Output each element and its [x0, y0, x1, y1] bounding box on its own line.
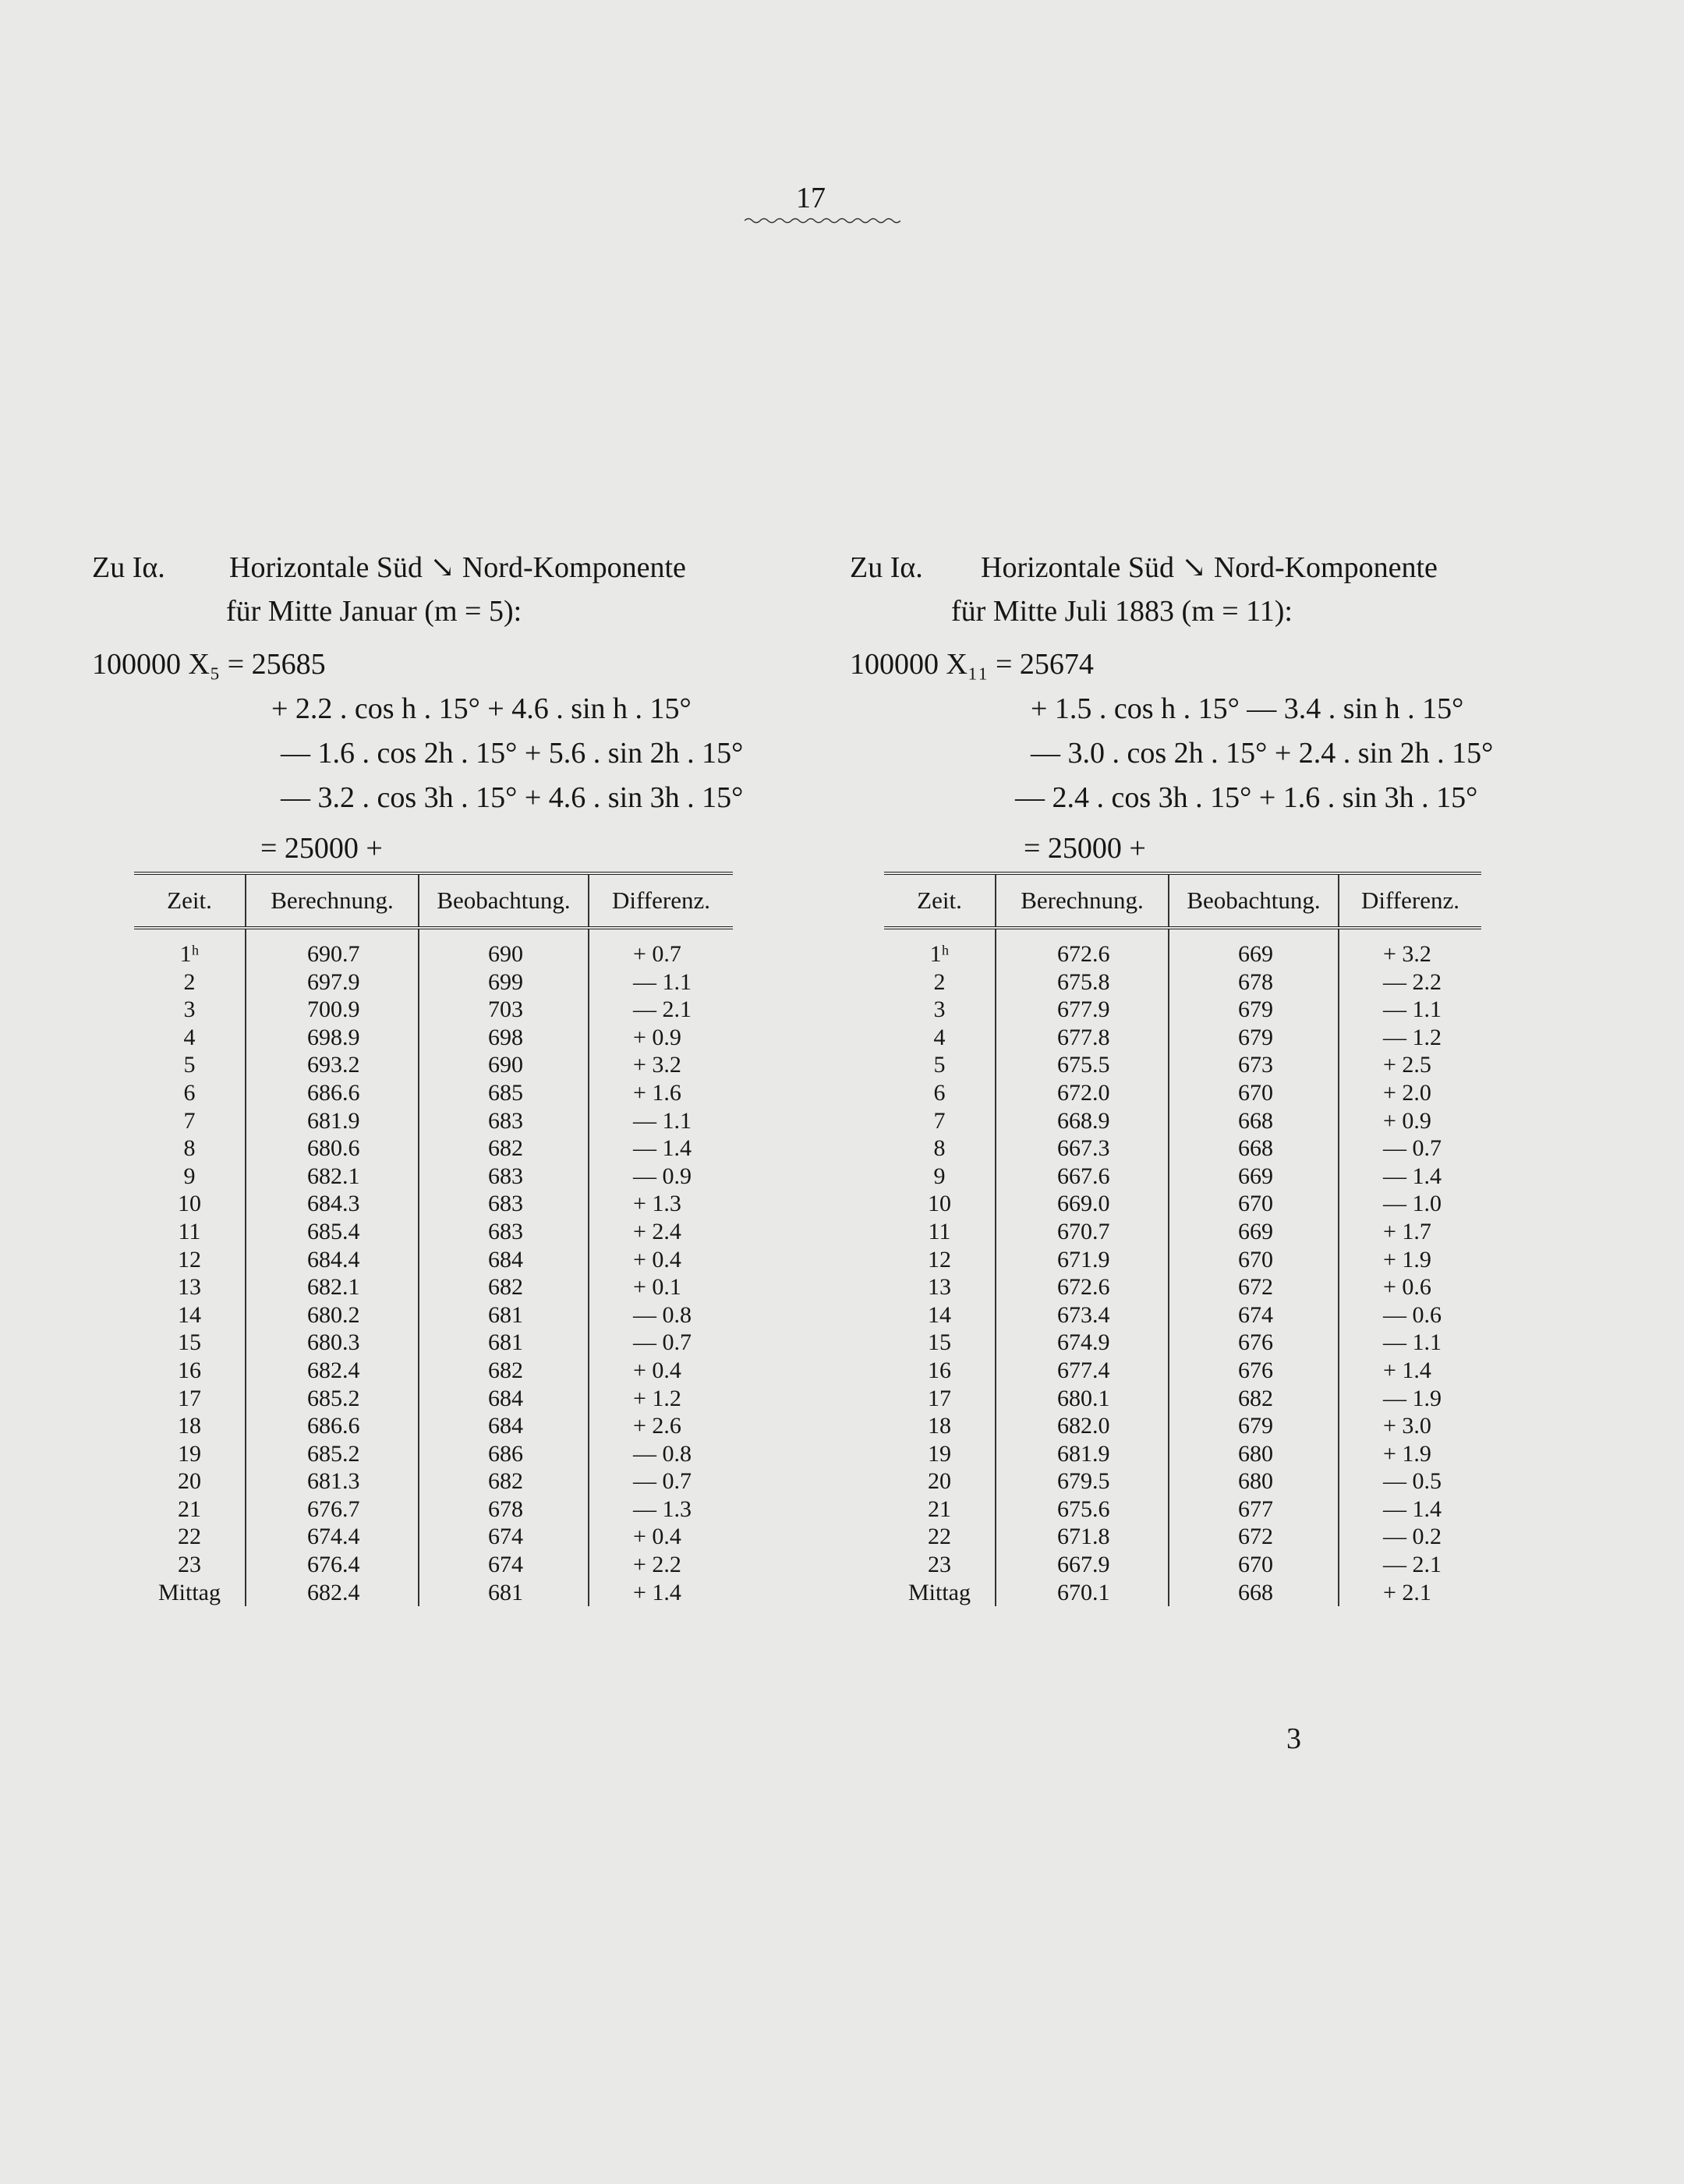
table-row [884, 1496, 1481, 1524]
left-formula-line-1: 100000 X₅ = 25685 [92, 648, 326, 681]
table-row [134, 1163, 733, 1191]
cell-differenz: — 1.1 [1339, 996, 1481, 1024]
cell-differenz: + 2.0 [1339, 1079, 1481, 1107]
cell-beobachtung: 683 [419, 1218, 589, 1246]
cell-berechnung: 682.1 [246, 1163, 419, 1191]
cell-beobachtung: 669 [1169, 1163, 1339, 1191]
cell-differenz: + 1.7 [1339, 1218, 1481, 1246]
cell-beobachtung: 668 [1169, 1107, 1339, 1135]
left-formula [92, 642, 778, 865]
table-row [884, 1385, 1481, 1413]
cell-berechnung: 685.2 [246, 1440, 419, 1468]
cell-beobachtung: 679 [1169, 996, 1339, 1024]
cell-zeit: 19 [178, 1440, 201, 1467]
cell-zeit: 17 [178, 1385, 201, 1411]
cell-beobachtung: 681 [419, 1579, 589, 1607]
cell-beobachtung: 680 [1169, 1467, 1339, 1496]
cell-differenz: — 2.2 [1339, 968, 1481, 996]
right-header-differenz: Differenz. [1339, 873, 1481, 928]
cell-zeit: 1ʰ [929, 941, 950, 967]
left-header-beobachtung: Beobachtung. [419, 873, 589, 928]
table-row [884, 1218, 1481, 1246]
cell-beobachtung: 686 [419, 1440, 589, 1468]
right-section [850, 546, 1528, 1605]
cell-berechnung: 675.8 [996, 968, 1169, 996]
table-row [134, 1551, 733, 1579]
cell-zeit: 7 [183, 1107, 196, 1134]
cell-berechnung: 679.5 [996, 1467, 1169, 1496]
cell-berechnung: 677.8 [996, 1024, 1169, 1052]
left-heading-title: Horizontale Süd ↘ Nord-Komponente [229, 551, 686, 584]
left-formula-line-2: + 2.2 . cos h . 15° + 4.6 . sin h . 15° [271, 692, 692, 725]
cell-beobachtung: 679 [1169, 1024, 1339, 1052]
cell-differenz: — 1.4 [1339, 1496, 1481, 1524]
decorative-wavy-rule [745, 217, 900, 225]
cell-berechnung: 672.6 [996, 928, 1169, 968]
cell-berechnung: 686.6 [246, 1079, 419, 1107]
right-heading-subtitle: für Mitte Juli 1883 (m = 11): [951, 595, 1293, 628]
table-row [884, 1163, 1481, 1191]
cell-differenz: — 0.8 [589, 1301, 733, 1329]
left-heading [92, 546, 778, 633]
table-row [884, 1134, 1481, 1163]
cell-differenz: + 1.4 [589, 1579, 733, 1607]
cell-berechnung: 682.4 [246, 1357, 419, 1385]
table-row [134, 1412, 733, 1440]
cell-zeit: 20 [178, 1468, 201, 1495]
cell-zeit: 15 [928, 1329, 951, 1356]
table-row [134, 1273, 733, 1301]
table-row [134, 1357, 733, 1385]
cell-berechnung: 700.9 [246, 996, 419, 1024]
table-row [134, 1467, 733, 1496]
cell-zeit: 21 [178, 1496, 201, 1522]
table-row [884, 1051, 1481, 1079]
table-row [134, 968, 733, 996]
cell-beobachtung: 672 [1169, 1273, 1339, 1301]
cell-berechnung: 667.3 [996, 1134, 1169, 1163]
table-row [884, 1467, 1481, 1496]
cell-differenz: + 0.4 [589, 1523, 733, 1551]
cell-zeit: 15 [178, 1329, 201, 1356]
right-heading-prefix: Zu Iα. [850, 551, 923, 584]
cell-zeit: 22 [928, 1524, 951, 1550]
cell-berechnung: 675.5 [996, 1051, 1169, 1079]
cell-differenz: + 0.6 [1339, 1273, 1481, 1301]
cell-zeit: 9 [183, 1163, 196, 1189]
table-row [134, 1190, 733, 1218]
left-heading-prefix: Zu Iα. [92, 551, 165, 584]
table-row [134, 996, 733, 1024]
cell-differenz: + 1.9 [1339, 1246, 1481, 1274]
cell-differenz: — 1.2 [1339, 1024, 1481, 1052]
cell-beobachtung: 682 [419, 1134, 589, 1163]
cell-zeit: 2 [183, 968, 196, 995]
cell-zeit: 10 [928, 1191, 951, 1217]
cell-zeit: 22 [178, 1524, 201, 1550]
cell-beobachtung: 670 [1169, 1551, 1339, 1579]
cell-zeit: 3 [183, 996, 196, 1023]
cell-zeit: 13 [928, 1274, 951, 1301]
cell-zeit: 16 [928, 1357, 951, 1383]
right-heading [850, 546, 1528, 633]
cell-beobachtung: 679 [1169, 1412, 1339, 1440]
cell-zeit: 2 [933, 968, 946, 995]
cell-berechnung: 697.9 [246, 968, 419, 996]
cell-beobachtung: 684 [419, 1246, 589, 1274]
cell-zeit: 23 [928, 1552, 951, 1578]
cell-berechnung: 672.6 [996, 1273, 1169, 1301]
cell-zeit: 21 [928, 1496, 951, 1522]
cell-differenz: + 0.7 [589, 928, 733, 968]
cell-beobachtung: 674 [419, 1551, 589, 1579]
cell-beobachtung: 678 [419, 1496, 589, 1524]
table-row [884, 1024, 1481, 1052]
right-header-beobachtung: Beobachtung. [1169, 873, 1339, 928]
cell-differenz: + 0.4 [589, 1357, 733, 1385]
cell-beobachtung: 683 [419, 1163, 589, 1191]
cell-beobachtung: 677 [1169, 1496, 1339, 1524]
cell-beobachtung: 669 [1169, 1218, 1339, 1246]
cell-berechnung: 671.9 [996, 1246, 1169, 1274]
table-row [884, 1440, 1481, 1468]
right-formula [850, 642, 1528, 865]
table-row [884, 1412, 1481, 1440]
cell-differenz: — 1.9 [1339, 1385, 1481, 1413]
cell-zeit: 4 [183, 1024, 196, 1050]
cell-berechnung: 680.6 [246, 1134, 419, 1163]
cell-beobachtung: 670 [1169, 1079, 1339, 1107]
right-formula-line-1: 100000 X₁₁ = 25674 [850, 648, 1094, 681]
cell-berechnung: 671.8 [996, 1523, 1169, 1551]
cell-differenz: — 0.7 [1339, 1134, 1481, 1163]
left-data-table [134, 872, 733, 1606]
table-row [884, 1301, 1481, 1329]
cell-differenz: + 0.1 [589, 1273, 733, 1301]
cell-zeit: Mittag [908, 1579, 971, 1605]
cell-zeit: 16 [178, 1357, 201, 1383]
cell-zeit: 14 [178, 1301, 201, 1328]
table-row [884, 1107, 1481, 1135]
right-formula-line-4: — 2.4 . cos 3h . 15° + 1.6 . sin 3h . 15° [1015, 781, 1478, 814]
cell-berechnung: 670.1 [996, 1579, 1169, 1607]
cell-zeit: 18 [928, 1413, 951, 1439]
cell-berechnung: 680.2 [246, 1301, 419, 1329]
cell-differenz: — 2.1 [589, 996, 733, 1024]
cell-beobachtung: 699 [419, 968, 589, 996]
cell-berechnung: 673.4 [996, 1301, 1169, 1329]
cell-berechnung: 669.0 [996, 1190, 1169, 1218]
table-row [884, 1523, 1481, 1551]
right-formula-line-5: = 25000 + [1024, 832, 1146, 865]
cell-differenz: + 3.2 [1339, 928, 1481, 968]
cell-berechnung: 677.4 [996, 1357, 1169, 1385]
cell-berechnung: 674.9 [996, 1329, 1169, 1357]
cell-differenz: + 2.5 [1339, 1051, 1481, 1079]
cell-beobachtung: 684 [419, 1385, 589, 1413]
cell-zeit: 8 [183, 1135, 196, 1162]
cell-beobachtung: 690 [419, 1051, 589, 1079]
table-row [134, 1301, 733, 1329]
cell-berechnung: 675.6 [996, 1496, 1169, 1524]
cell-differenz: — 0.5 [1339, 1467, 1481, 1496]
cell-berechnung: 690.7 [246, 928, 419, 968]
cell-berechnung: 667.6 [996, 1163, 1169, 1191]
left-header-zeit: Zeit. [134, 873, 246, 928]
cell-differenz: + 0.9 [589, 1024, 733, 1052]
cell-beobachtung: 680 [1169, 1440, 1339, 1468]
cell-zeit: 9 [933, 1163, 946, 1189]
cell-berechnung: 682.1 [246, 1273, 419, 1301]
cell-differenz: — 1.1 [589, 1107, 733, 1135]
cell-differenz: + 0.9 [1339, 1107, 1481, 1135]
cell-beobachtung: 668 [1169, 1134, 1339, 1163]
cell-berechnung: 682.0 [996, 1412, 1169, 1440]
cell-differenz: — 0.9 [589, 1163, 733, 1191]
cell-berechnung: 685.4 [246, 1218, 419, 1246]
cell-zeit: 5 [183, 1052, 196, 1078]
cell-beobachtung: 670 [1169, 1246, 1339, 1274]
cell-beobachtung: 682 [419, 1273, 589, 1301]
cell-berechnung: 681.3 [246, 1467, 419, 1496]
cell-zeit: 1ʰ [179, 941, 200, 967]
cell-zeit: 5 [933, 1052, 946, 1078]
cell-beobachtung: 668 [1169, 1579, 1339, 1607]
table-row [134, 1329, 733, 1357]
cell-beobachtung: 682 [419, 1357, 589, 1385]
cell-berechnung: 698.9 [246, 1024, 419, 1052]
cell-beobachtung: 678 [1169, 968, 1339, 996]
table-row [134, 1079, 733, 1107]
right-header-zeit: Zeit. [884, 873, 996, 928]
cell-zeit: 23 [178, 1552, 201, 1578]
table-row [134, 1440, 733, 1468]
table-row [884, 1329, 1481, 1357]
table-row [134, 1134, 733, 1163]
cell-berechnung: 670.7 [996, 1218, 1169, 1246]
table-row [884, 1190, 1481, 1218]
cell-differenz: — 1.3 [589, 1496, 733, 1524]
cell-beobachtung: 683 [419, 1190, 589, 1218]
table-row [884, 1579, 1481, 1607]
table-row [134, 1246, 733, 1274]
table-row [134, 1496, 733, 1524]
right-formula-line-2: + 1.5 . cos h . 15° — 3.4 . sin h . 15° [1031, 692, 1464, 725]
cell-zeit: 6 [933, 1079, 946, 1106]
cell-differenz: — 1.0 [1339, 1190, 1481, 1218]
cell-zeit: 12 [928, 1246, 951, 1273]
cell-beobachtung: 674 [419, 1523, 589, 1551]
cell-differenz: — 0.2 [1339, 1523, 1481, 1551]
table-row [884, 928, 1481, 968]
table-row [134, 1107, 733, 1135]
cell-differenz: + 0.4 [589, 1246, 733, 1274]
cell-berechnung: 680.1 [996, 1385, 1169, 1413]
cell-zeit: 7 [933, 1107, 946, 1134]
cell-beobachtung: 676 [1169, 1329, 1339, 1357]
cell-berechnung: 677.9 [996, 996, 1169, 1024]
cell-beobachtung: 698 [419, 1024, 589, 1052]
cell-berechnung: 680.3 [246, 1329, 419, 1357]
cell-beobachtung: 682 [419, 1467, 589, 1496]
cell-berechnung: 676.7 [246, 1496, 419, 1524]
cell-differenz: — 1.4 [1339, 1163, 1481, 1191]
cell-differenz: + 3.0 [1339, 1412, 1481, 1440]
cell-differenz: — 1.4 [589, 1134, 733, 1163]
cell-berechnung: 684.3 [246, 1190, 419, 1218]
cell-differenz: — 2.1 [1339, 1551, 1481, 1579]
cell-zeit: 12 [178, 1246, 201, 1273]
cell-beobachtung: 703 [419, 996, 589, 1024]
cell-differenz: — 1.1 [589, 968, 733, 996]
cell-differenz: + 1.3 [589, 1190, 733, 1218]
cell-zeit: Mittag [158, 1579, 221, 1605]
left-header-differenz: Differenz. [589, 873, 733, 928]
page-number: 17 [796, 182, 826, 214]
left-formula-line-5: = 25000 + [260, 832, 383, 865]
cell-berechnung: 667.9 [996, 1551, 1169, 1579]
cell-beobachtung: 683 [419, 1107, 589, 1135]
table-row [134, 1024, 733, 1052]
cell-berechnung: 686.6 [246, 1412, 419, 1440]
cell-berechnung: 685.2 [246, 1385, 419, 1413]
table-row [134, 928, 733, 968]
table-row [884, 1246, 1481, 1274]
left-header-berechnung: Berechnung. [246, 873, 419, 928]
cell-beobachtung: 690 [419, 928, 589, 968]
table-row [884, 1551, 1481, 1579]
cell-beobachtung: 674 [1169, 1301, 1339, 1329]
table-row [134, 1218, 733, 1246]
table-row [884, 1273, 1481, 1301]
cell-beobachtung: 682 [1169, 1385, 1339, 1413]
cell-differenz: + 1.4 [1339, 1357, 1481, 1385]
cell-beobachtung: 673 [1169, 1051, 1339, 1079]
cell-berechnung: 684.4 [246, 1246, 419, 1274]
cell-zeit: 11 [178, 1218, 201, 1244]
cell-differenz: + 3.2 [589, 1051, 733, 1079]
cell-zeit: 20 [928, 1468, 951, 1495]
table-row [134, 1051, 733, 1079]
table-row [884, 996, 1481, 1024]
cell-beobachtung: 684 [419, 1412, 589, 1440]
cell-beobachtung: 685 [419, 1079, 589, 1107]
cell-berechnung: 681.9 [996, 1440, 1169, 1468]
cell-differenz: + 1.2 [589, 1385, 733, 1413]
cell-zeit: 17 [928, 1385, 951, 1411]
left-table-body [134, 928, 733, 1606]
cell-differenz: — 0.6 [1339, 1301, 1481, 1329]
cell-differenz: + 2.6 [589, 1412, 733, 1440]
cell-beobachtung: 669 [1169, 928, 1339, 968]
cell-berechnung: 693.2 [246, 1051, 419, 1079]
cell-zeit: 8 [933, 1135, 946, 1162]
right-header-berechnung: Berechnung. [996, 873, 1169, 928]
cell-differenz: + 1.6 [589, 1079, 733, 1107]
right-heading-title: Horizontale Süd ↘ Nord-Komponente [981, 551, 1438, 584]
cell-zeit: 3 [933, 996, 946, 1023]
cell-zeit: 13 [178, 1274, 201, 1301]
cell-differenz: + 2.4 [589, 1218, 733, 1246]
cell-zeit: 10 [178, 1191, 201, 1217]
cell-differenz: + 2.2 [589, 1551, 733, 1579]
cell-differenz: — 1.1 [1339, 1329, 1481, 1357]
cell-differenz: — 0.7 [589, 1329, 733, 1357]
cell-zeit: 4 [933, 1024, 946, 1050]
cell-berechnung: 676.4 [246, 1551, 419, 1579]
right-formula-line-3: — 3.0 . cos 2h . 15° + 2.4 . sin 2h . 15° [1031, 737, 1494, 770]
cell-berechnung: 668.9 [996, 1107, 1169, 1135]
cell-zeit: 14 [928, 1301, 951, 1328]
table-row [884, 1079, 1481, 1107]
right-table-body [884, 928, 1481, 1606]
cell-berechnung: 672.0 [996, 1079, 1169, 1107]
cell-zeit: 6 [183, 1079, 196, 1106]
cell-berechnung: 681.9 [246, 1107, 419, 1135]
table-row [884, 1357, 1481, 1385]
sheet-signature-mark: 3 [1286, 1722, 1301, 1755]
left-section [92, 546, 778, 1605]
cell-differenz: + 1.9 [1339, 1440, 1481, 1468]
cell-differenz: — 0.8 [589, 1440, 733, 1468]
cell-zeit: 11 [928, 1218, 951, 1244]
left-heading-subtitle: für Mitte Januar (m = 5): [226, 595, 522, 628]
table-row [134, 1523, 733, 1551]
cell-berechnung: 682.4 [246, 1579, 419, 1607]
cell-differenz: — 0.7 [589, 1467, 733, 1496]
left-formula-line-4: — 3.2 . cos 3h . 15° + 4.6 . sin 3h . 15° [281, 781, 744, 814]
cell-zeit: 19 [928, 1440, 951, 1467]
cell-berechnung: 674.4 [246, 1523, 419, 1551]
cell-differenz: + 2.1 [1339, 1579, 1481, 1607]
cell-beobachtung: 681 [419, 1329, 589, 1357]
left-formula-line-3: — 1.6 . cos 2h . 15° + 5.6 . sin 2h . 15° [281, 737, 744, 770]
right-data-table [884, 872, 1481, 1606]
table-row [134, 1385, 733, 1413]
cell-beobachtung: 670 [1169, 1190, 1339, 1218]
cell-beobachtung: 681 [419, 1301, 589, 1329]
cell-zeit: 18 [178, 1413, 201, 1439]
table-row [134, 1579, 733, 1607]
cell-beobachtung: 676 [1169, 1357, 1339, 1385]
cell-beobachtung: 672 [1169, 1523, 1339, 1551]
table-row [884, 968, 1481, 996]
